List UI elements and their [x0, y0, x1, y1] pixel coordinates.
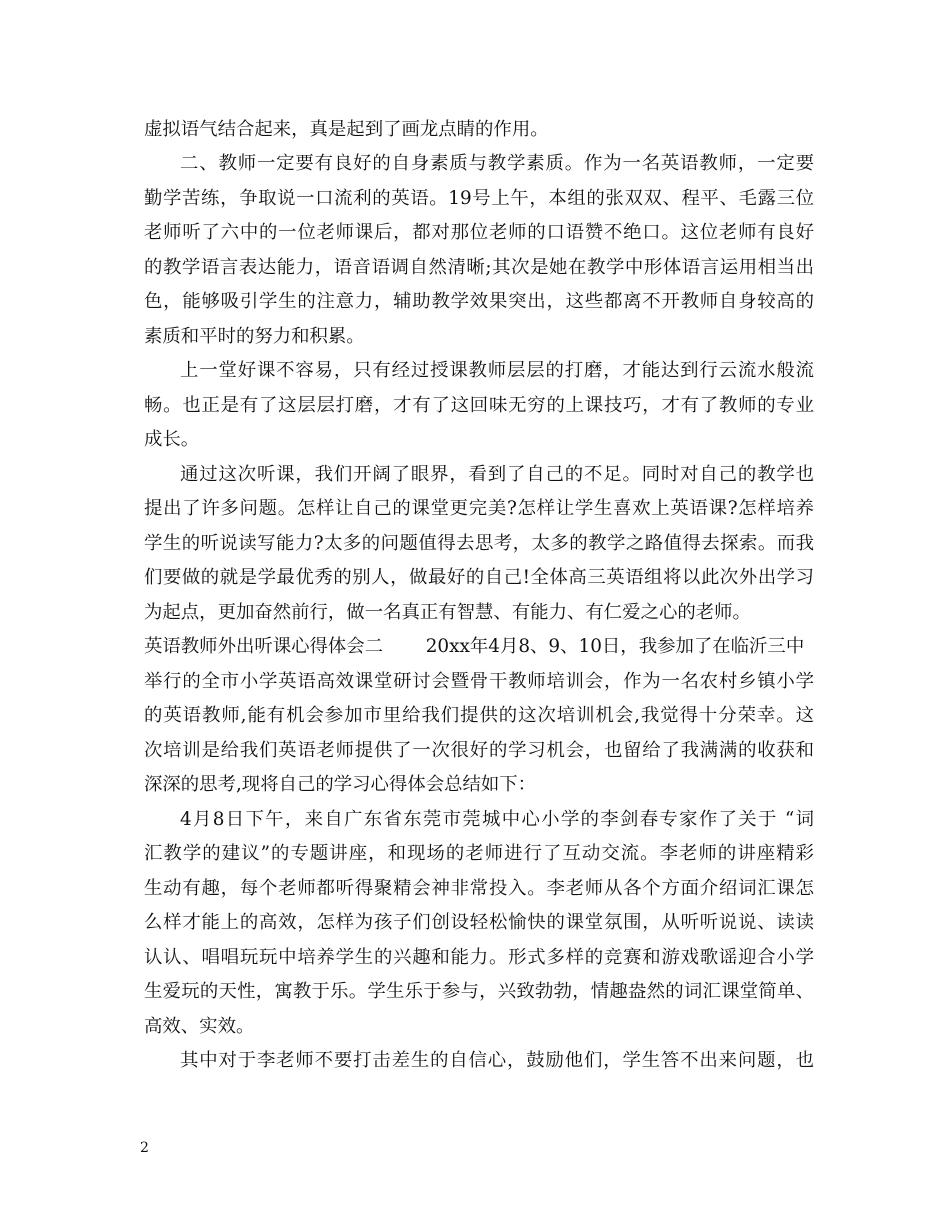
text-line: 英语教师外出听课心得体会二 20xx年4月8、9、10日，我参加了在临沂三中 [144, 636, 805, 657]
text-line: 汇教学的建议”的专题讲座，和现场的老师进行了互动交流。李老师的讲座精彩 [144, 843, 814, 864]
text-line: 么样才能上的高效，怎样为孩子们创设轻松愉快的课堂氛围，从听听说说、读读 [144, 912, 814, 933]
text-line: 认认、唱唱玩玩中培养学生的兴趣和能力。形式多样的竞赛和游戏歌谣迎合小学 [144, 947, 814, 968]
page-number: 2 [140, 1140, 149, 1156]
text-line: 其中对于李老师不要打击差生的自信心，鼓励他们，学生答不出来问题，也 [180, 1050, 814, 1071]
text-line: 的英语教师,能有机会参加市里给我们提供的这次培训机会,我觉得十分荣幸。这 [144, 705, 814, 726]
text-line: 举行的全市小学英语高效课堂研讨会暨骨干教师培训会，作为一名农村乡镇小学 [144, 671, 814, 692]
text-line: 色，能够吸引学生的注意力，辅助教学效果突出，这些都离不开教师自身较高的 [144, 291, 814, 312]
text-line: 高效、实效。 [144, 1016, 255, 1037]
text-line: 勤学苦练，争取说一口流利的英语。19号上午，本组的张双双、程平、毛露三位 [144, 188, 814, 209]
text-line: 成长。 [144, 429, 200, 450]
text-line: 次培训是给我们英语老师提供了一次很好的学习机会，也留给了我满满的收获和 [144, 740, 814, 761]
text-line: 上一堂好课不容易，只有经过授课教师层层的打磨，才能达到行云流水般流 [180, 360, 814, 381]
text-line: 深深的思考,现将自己的学习心得体会总结如下： [144, 774, 537, 795]
text-line: 生动有趣，每个老师都听得聚精会神非常投入。李老师从各个方面介绍词汇课怎 [144, 878, 814, 899]
text-line: 学生的听说读写能力?太多的问题值得去思考，太多的教学之路值得去探索。而我 [144, 533, 814, 554]
text-line: 老师听了六中的一位老师课后，都对那位老师的口语赞不绝口。这位老师有良好 [144, 222, 814, 243]
text-line: 虚拟语气结合起来，真是起到了画龙点睛的作用。 [144, 119, 549, 140]
text-line: 素质和平时的努力和积累。 [144, 326, 365, 347]
text-line: 生爱玩的天性，寓教于乐。学生乐于参与，兴致勃勃，情趣盎然的词汇课堂简单、 [144, 981, 814, 1002]
text-line: 畅。也正是有了这层层打磨，才有了这回味无穷的上课技巧，才有了教师的专业 [144, 395, 814, 416]
text-line: 4月8日下午，来自广东省东莞市莞城中心小学的李剑春专家作了关于 “词 [180, 809, 814, 830]
text-line: 提出了许多问题。怎样让自己的课堂更完美?怎样让学生喜欢上英语课?怎样培养 [144, 498, 814, 519]
text-line: 二、教师一定要有良好的自身素质与教学素质。作为一名英语教师，一定要 [180, 153, 814, 174]
text-line: 们要做的就是学最优秀的别人，做最好的自己!全体高三英语组将以此次外出学习 [144, 567, 814, 588]
text-line: 通过这次听课，我们开阔了眼界，看到了自己的不足。同时对自己的教学也 [180, 464, 814, 485]
text-line: 的教学语言表达能力，语音语调自然清晰;其次是她在教学中形体语言运用相当出 [144, 257, 814, 278]
text-line: 为起点，更加奋然前行，做一名真正有智慧、有能力、有仁爱之心的老师。 [144, 602, 751, 623]
